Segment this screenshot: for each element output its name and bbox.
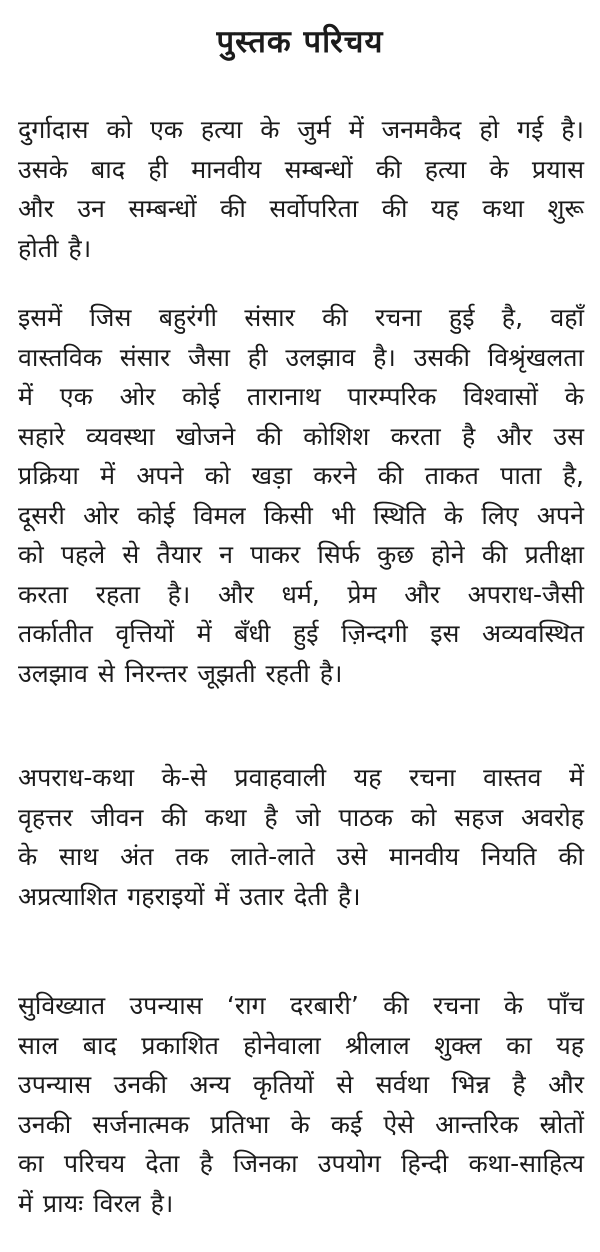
paragraph-line: सहारे व्यवस्था खोजने की कोशिश करता है और उस: [18, 421, 584, 451]
paragraph-line: करता रहता है। और धर्म, प्रेम और अपराध-जैसी: [18, 579, 584, 609]
paragraph-line: अप्रत्याशित गहराइयों में उतार देती है।: [18, 881, 361, 911]
paragraph-line: का परिचय देता है जिनका उपयोग हिन्दी कथा-साहित्य: [18, 1149, 584, 1178]
paragraph-line: होती है।: [18, 233, 92, 263]
paragraph-line: वृहत्तर जीवन की कथा है जो पाठक को सहज अवरोह: [18, 802, 584, 832]
paragraph-line: दुर्गादास को एक हत्या के जुर्म में जनमकैद हो गई है।: [18, 115, 584, 144]
paragraph-line: इसमें जिस बहुरंगी संसार की रचना हुई है, वहाँ: [18, 303, 584, 332]
paragraph-line: तर्कातीत वृत्तियों में बँधी हुई ज़िन्दगी इस अव्यवस्थित: [18, 619, 584, 648]
paragraph-3: [18, 758, 584, 916]
paragraph-line: अपराध-कथा के-से प्रवाहवाली यह रचना वास्तव में: [18, 763, 584, 792]
paragraph-line: के साथ अंत तक लाते-लाते उसे मानवीय नियति की: [18, 842, 584, 871]
paragraph-line: साल बाद प्रकाशित होनेवाला श्रीलाल शुक्ल का यह: [18, 1030, 584, 1060]
paragraph-line: में प्रायः विरल है।: [18, 1188, 174, 1218]
paragraph-line: और उन सम्बन्धों की सर्वोपरिता की यह कथा शुरू: [18, 194, 584, 223]
paragraph-4: [18, 986, 584, 1223]
page-title: पुस्तक परिचय: [216, 24, 384, 60]
paragraph-2: [18, 298, 584, 693]
paragraph-line: उसके बाद ही मानवीय सम्बन्धों की हत्या के प्रयास: [18, 154, 584, 184]
paragraph-line: प्रक्रिया में अपने को खड़ा करने की ताकत पाता है,: [18, 461, 584, 490]
paragraph-line: सुविख्यात उपन्यास ‘राग दरबारी’ की रचना के पाँच: [18, 991, 584, 1020]
paragraph-1: [18, 110, 584, 268]
paragraph-line: में एक ओर कोई तारानाथ पारम्परिक विश्वासों के: [18, 382, 584, 411]
paragraph-line: को पहले से तैयार न पाकर सिर्फ कुछ होने की प्रतीक्षा: [18, 540, 584, 569]
paragraph-line: वास्तविक संसार जैसा ही उलझाव है। उसकी विश्रृंखलता: [18, 342, 584, 372]
paragraph-line: उपन्यास उनकी अन्य कृतियों से सर्वथा भिन्न है और: [18, 1070, 584, 1099]
paragraph-line: दूसरी ओर कोई विमल किसी भी स्थिति के लिए अपने: [18, 500, 584, 530]
paragraph-line: उलझाव से निरन्तर जूझती रहती है।: [18, 658, 343, 688]
paragraph-line: उनकी सर्जनात्मक प्रतिभा के कई ऐसे आन्तरिक स्रोतों: [18, 1109, 584, 1139]
